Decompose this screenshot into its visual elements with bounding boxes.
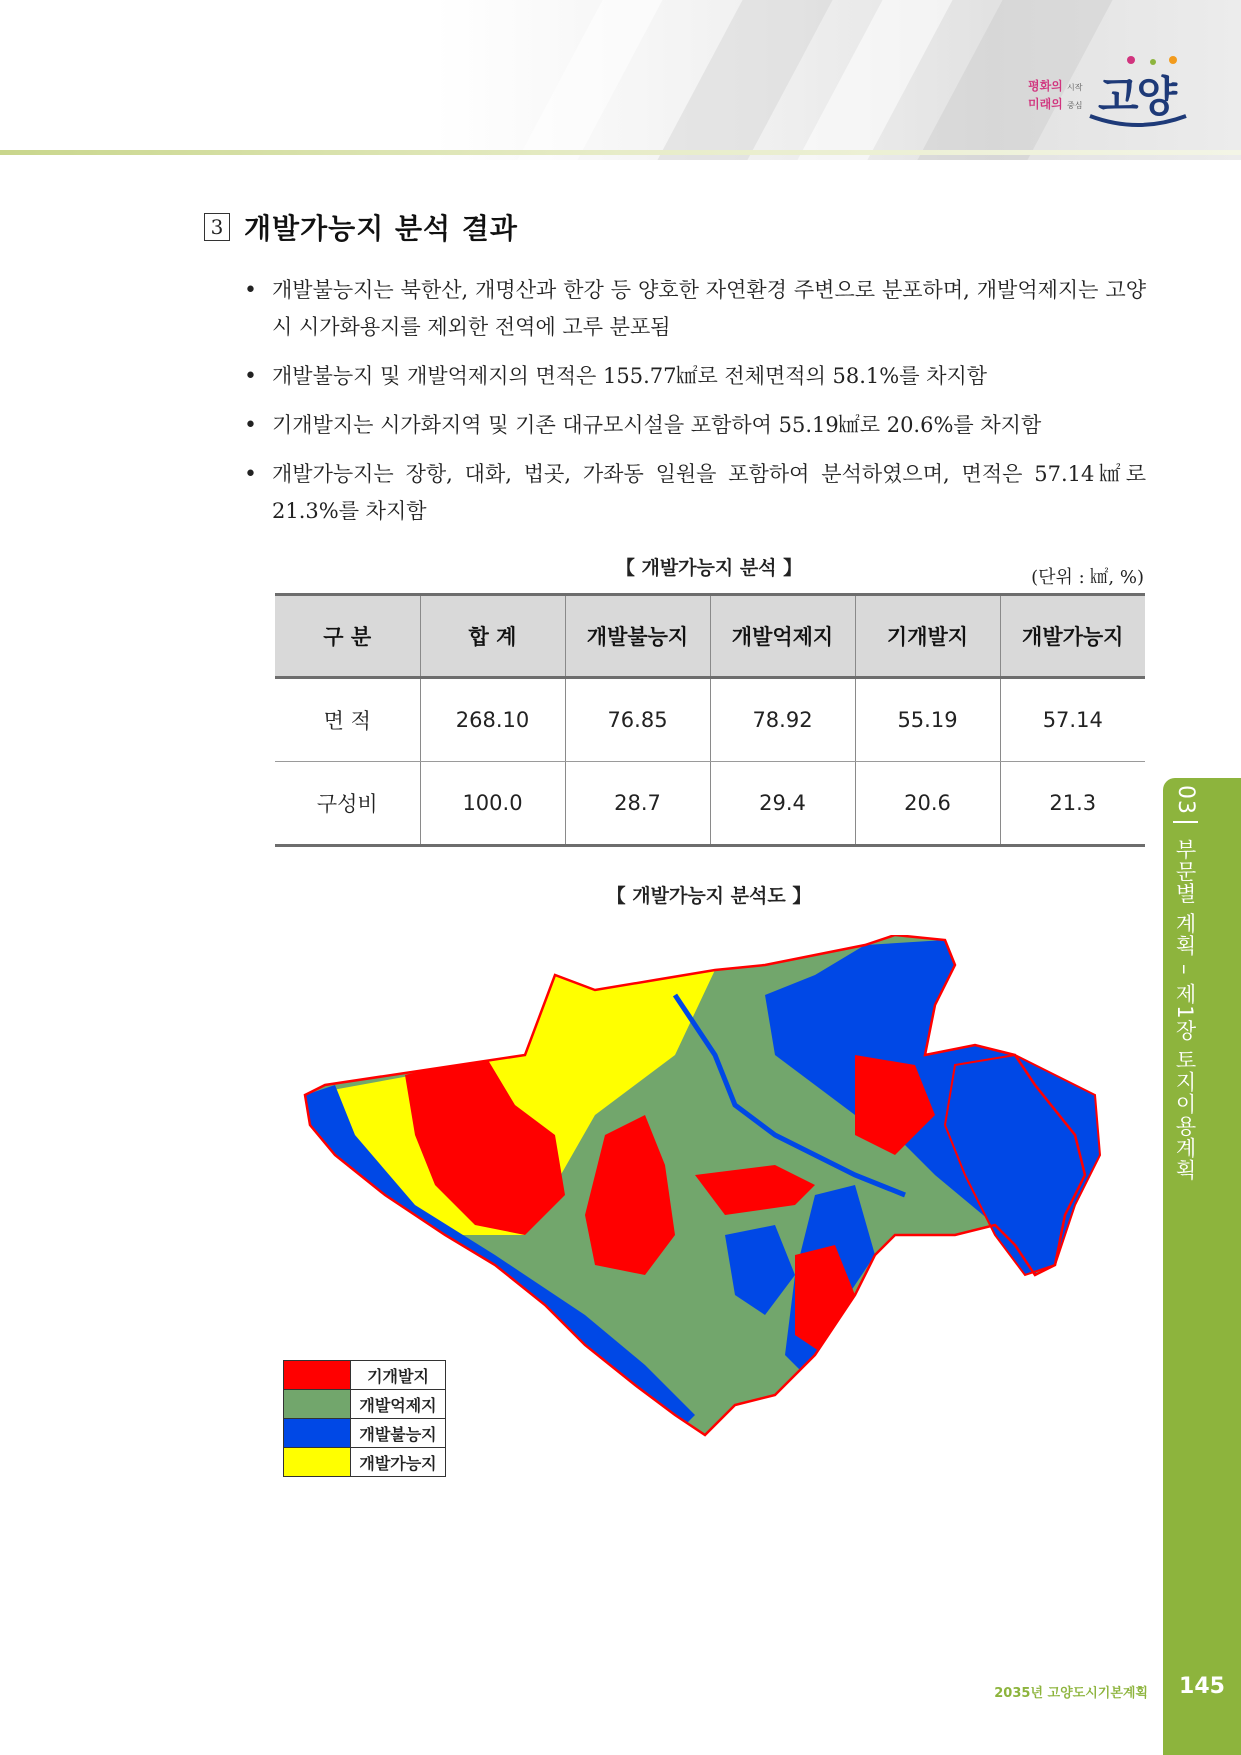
goyang-logo: [1028, 50, 1188, 136]
legend-swatch: [284, 1448, 351, 1477]
logo-slogan: 평화의 시작 미래의 중심: [1028, 79, 1083, 111]
chapter-side-label: [1170, 785, 1200, 1181]
map-legend: [283, 1360, 446, 1477]
table-cell: 55.19: [855, 678, 1000, 762]
footer-document-title: 2035년 고양도시기본계획: [994, 1686, 1148, 1701]
legend-label: 개발억제지: [351, 1390, 446, 1419]
table-cell: 28.7: [565, 762, 710, 846]
legend-label: 개발불능지: [351, 1419, 446, 1448]
table-cell: 76.85: [565, 678, 710, 762]
table-cell: 78.92: [710, 678, 855, 762]
table-header-cell: 합 계: [420, 595, 565, 678]
table-cell: 20.6: [855, 762, 1000, 846]
bullet-item: • 기개발지는 시가화지역 및 기존 대규모시설을 포함하여 55.19㎢로 20.6%를 차지함: [272, 407, 1146, 444]
table-row: [275, 678, 1145, 762]
legend-swatch: [284, 1390, 351, 1419]
summary-bullets: [272, 272, 1146, 542]
bullet-item: • 개발불능지 및 개발억제지의 면적은 155.77㎢로 전체면적의 58.1%를 차지함: [272, 358, 1146, 395]
table-cell: 268.10: [420, 678, 565, 762]
table-header-cell: 구 분: [275, 595, 420, 678]
legend-label: 개발가능지: [351, 1448, 446, 1477]
logo-figures-icon: [1123, 52, 1183, 72]
bullet-item: • 개발가능지는 장항, 대화, 법곳, 가좌동 일원을 포함하여 분석하였으며, 면적은 57.14㎢로 21.3%를 차지함: [272, 456, 1146, 530]
logo-swoosh-icon: [1088, 112, 1188, 132]
map-zone-unbuildable: [945, 1055, 1100, 1275]
section-title: 개발가능지 분석 결과: [244, 212, 518, 245]
table-cell: 100.0: [420, 762, 565, 846]
legend-item: [284, 1390, 446, 1419]
map-caption: 【 개발가능지 분석도 】: [606, 885, 812, 907]
table-cell: 면 적: [275, 678, 420, 762]
table-cell: 57.14: [1000, 678, 1145, 762]
table-header-cell: 개발가능지: [1000, 595, 1145, 678]
legend-swatch: [284, 1361, 351, 1390]
table-cell: 구성비: [275, 762, 420, 846]
legend-label: 기개발지: [351, 1361, 446, 1390]
table-row: [275, 762, 1145, 846]
chapter-title: 부문별 계획 – 제1장 토지이용계획: [1173, 838, 1197, 1182]
table-cell: 21.3: [1000, 762, 1145, 846]
legend-item: [284, 1419, 446, 1448]
page-number: 145: [1179, 1674, 1225, 1699]
header-divider: [0, 150, 1241, 155]
table-caption: 【 개발가능지 분석 】: [615, 557, 803, 579]
section-number: 3: [204, 213, 230, 241]
bullet-item: • 개발불능지는 북한산, 개명산과 한강 등 양호한 자연환경 주변으로 분포하며, 개발억제지는 고양시 시가화용지를 제외한 전역에 고루 분포됨: [272, 272, 1146, 346]
analysis-table: [275, 593, 1145, 847]
chapter-number: 03: [1173, 785, 1198, 823]
table-header-cell: 개발불능지: [565, 595, 710, 678]
legend-item: [284, 1448, 446, 1477]
table-header-cell: 개발억제지: [710, 595, 855, 678]
legend-swatch: [284, 1419, 351, 1448]
section-heading: [204, 207, 518, 247]
legend-item: [284, 1361, 446, 1390]
table-header-row: [275, 595, 1145, 678]
table-cell: 29.4: [710, 762, 855, 846]
logo-brand: 고양: [1098, 72, 1176, 121]
table-header-cell: 기개발지: [855, 595, 1000, 678]
table-unit: (단위 : ㎢, %): [1031, 567, 1144, 588]
